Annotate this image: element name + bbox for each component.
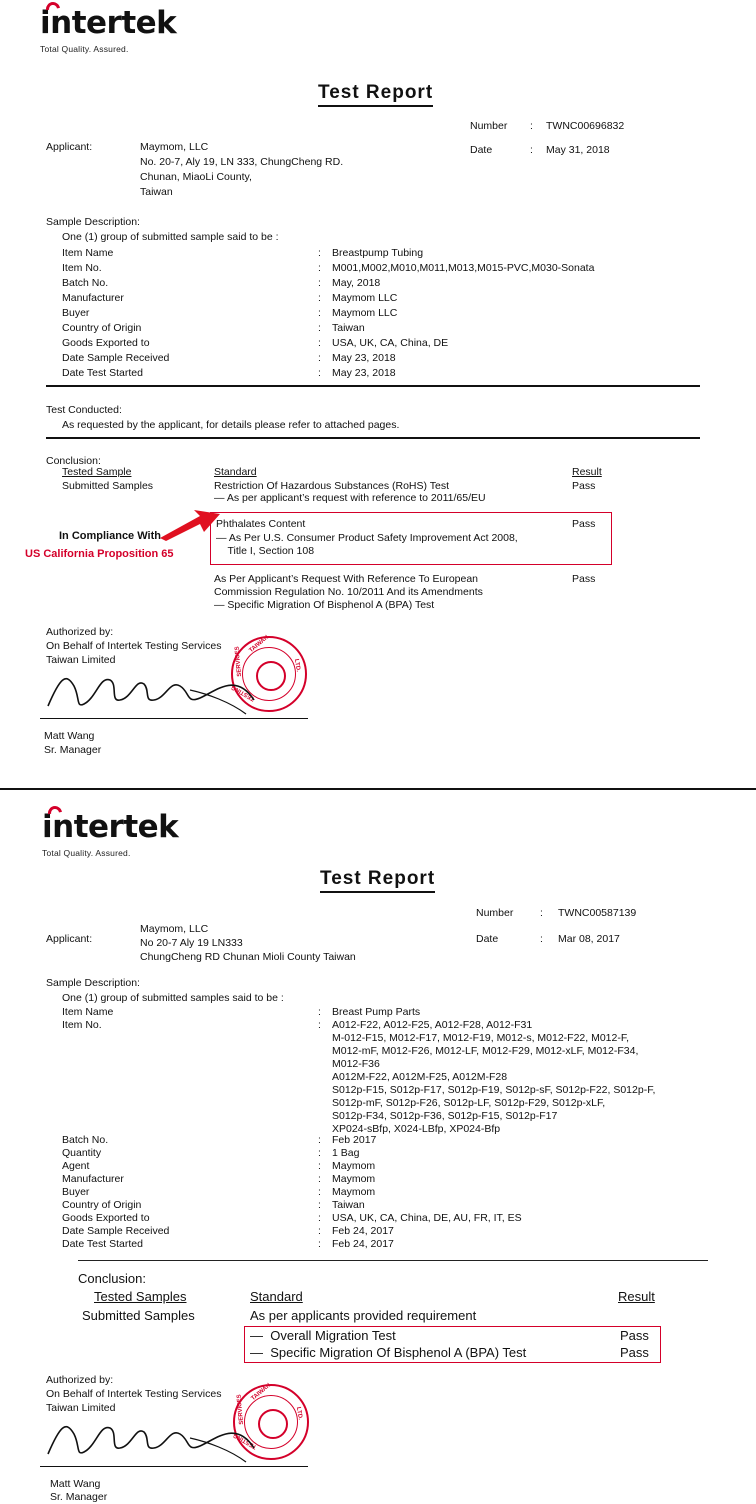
field2-value-1: A012-F22, A012-F25, A012-F28, A012-F31 M-012-F15, M012-F17, M012-F19, M012-s, M012-F22, M012-F, M012-mF, M012-F26, M012-LF, M012-F29, M012-xLF, M012-F34, M012-F36 A012M-F22, A012M-F25, A012M-F28 S012p-F15, S012p-F17, S012p-F19, S012p-sF, S012p-F22, S012p-F, S012p-mF, S012p-F26, S012p-LF, S012p-F29, S012p-xLF, S012p-F34, S012p-F36, S012p-F15, S012p-F17 XP024-sBfp, X024-LBfp, XP024-Bfp	[332, 1019, 656, 1135]
applicant-2-line-3: ChungCheng RD Chunan Mioli County Taiwan	[140, 951, 356, 963]
section-divider-3	[78, 1260, 708, 1261]
field2-colon-2: :	[318, 1134, 321, 1146]
field2-colon-4: :	[318, 1160, 321, 1172]
red-arrow-icon	[160, 508, 222, 542]
field2-colon-0: :	[318, 1006, 321, 1018]
signer-name-2: Matt Wang	[50, 1478, 101, 1490]
field2-colon-3: :	[318, 1147, 321, 1159]
field-label-7: Date Sample Received	[62, 352, 170, 364]
conclusion2-row-1: — Specific Migration Of Bisphenol A (BPA) Test	[250, 1345, 527, 1360]
col-header-tested: Tested Sample	[62, 466, 132, 478]
conclusion-label: Conclusion:	[46, 455, 101, 467]
field-value-4: Maymom LLC	[332, 307, 398, 319]
field-colon-8: :	[318, 367, 321, 379]
signature-line-2	[40, 1466, 308, 1467]
field2-label-5: Manufacturer	[62, 1173, 124, 1185]
date-label: Date	[470, 144, 493, 156]
brand-tagline-2: Total Quality. Assured.	[42, 848, 131, 858]
signer-name: Matt Wang	[44, 730, 95, 742]
field-value-5: Taiwan	[332, 322, 365, 334]
field2-label-6: Buyer	[62, 1186, 90, 1198]
field2-value-4: Maymom	[332, 1160, 376, 1172]
field2-colon-5: :	[318, 1173, 321, 1185]
field2-colon-8: :	[318, 1212, 321, 1224]
field2-value-8: USA, UK, CA, China, DE, AU, FR, IT, ES	[332, 1212, 522, 1224]
number-label-2: Number	[476, 907, 514, 919]
field-colon-3: :	[318, 292, 321, 304]
field2-label-3: Quantity	[62, 1147, 102, 1159]
field-label-6: Goods Exported to	[62, 337, 150, 349]
field-colon-0: :	[318, 247, 321, 259]
field-colon-4: :	[318, 307, 321, 319]
field-colon-6: :	[318, 337, 321, 349]
applicant-line-4: Taiwan	[140, 186, 173, 198]
field-value-0: Breastpump Tubing	[332, 247, 424, 259]
behalf-2-line-1: On Behalf of Intertek Testing Services	[46, 1388, 222, 1400]
field-colon-1: :	[318, 262, 321, 274]
conclusion-row-1-line-1: — As Per U.S. Consumer Product Safety Improvement Act 2008,	[216, 532, 518, 544]
field-value-6: USA, UK, CA, China, DE	[332, 337, 449, 349]
number-colon-2: :	[540, 907, 543, 919]
number-value-2: TWNC00587139	[558, 907, 637, 919]
field2-value-2: Feb 2017	[332, 1134, 377, 1146]
field2-label-9: Date Sample Received	[62, 1225, 170, 1237]
col-header-result: Result	[572, 466, 602, 478]
col-header-result-2: Result	[618, 1289, 655, 1304]
field-value-3: Maymom LLC	[332, 292, 398, 304]
conclusion-row-2-line-1: Commission Regulation No. 10/2011 And its Amendments	[214, 586, 483, 598]
applicant-2-line-1: Maymom, LLC	[140, 923, 209, 935]
field-value-2: May, 2018	[332, 277, 381, 289]
conclusion-row-2-line-0: As Per Applicant’s Request With Reference To European	[214, 573, 479, 585]
sample-intro-2: One (1) group of submitted samples said to be :	[62, 992, 284, 1004]
col-header-tested-2: Tested Samples	[94, 1289, 187, 1304]
field-colon-7: :	[318, 352, 321, 364]
field2-colon-1: :	[318, 1019, 321, 1031]
sample-description-label-2: Sample Description:	[46, 977, 140, 989]
conclusion-row-1-result: Pass	[572, 518, 596, 530]
date-colon-2: :	[540, 933, 543, 945]
behalf-line-2: Taiwan Limited	[46, 654, 116, 666]
authorized-by-label: Authorized by:	[46, 626, 114, 638]
col-header-standard-2: Standard	[250, 1289, 303, 1304]
signer-title: Sr. Manager	[44, 744, 102, 756]
field2-colon-10: :	[318, 1238, 321, 1250]
submitted-samples-label-2: Submitted Samples	[82, 1308, 195, 1323]
field2-value-9: Feb 24, 2017	[332, 1225, 394, 1237]
page-title: Test Report	[318, 82, 433, 107]
conclusion-row-1-line-0: Phthalates Content	[216, 518, 306, 530]
seal-text-2: TESTING SERVICES TAIWAN LTD.	[232, 1382, 304, 1450]
applicant-line-2: No. 20-7, Aly 19, LN 333, ChungCheng RD.	[140, 156, 344, 168]
date-colon: :	[530, 144, 533, 156]
signature-2	[40, 1408, 290, 1468]
section-divider-2	[46, 437, 700, 439]
behalf-line-1: On Behalf of Intertek Testing Services	[46, 640, 222, 652]
applicant-line-1: Maymom, LLC	[140, 141, 209, 153]
field2-label-1: Item No.	[62, 1019, 102, 1031]
applicant-label: Applicant:	[46, 141, 93, 153]
signature	[40, 660, 290, 720]
conclusion-row-0-line-0: Restriction Of Hazardous Substances (RoHS) Test	[214, 480, 449, 492]
brand-name: intertek	[40, 5, 177, 41]
behalf-2-line-2: Taiwan Limited	[46, 1402, 116, 1414]
brand-name-2: intertek	[42, 809, 179, 845]
field2-label-2: Batch No.	[62, 1134, 109, 1146]
applicant-2-line-2: No 20-7 Aly 19 LN333	[140, 937, 243, 949]
annotation-line-2: US California Proposition 65	[25, 548, 174, 560]
field2-value-5: Maymom	[332, 1173, 376, 1185]
field2-colon-9: :	[318, 1225, 321, 1237]
field2-label-10: Date Test Started	[62, 1238, 143, 1250]
seal-text: TESTING SERVICES TAIWAN LTD.	[230, 634, 302, 702]
intertek-logo	[40, 5, 177, 54]
brand-tagline: Total Quality. Assured.	[40, 44, 129, 54]
sample-description-label: Sample Description:	[46, 216, 140, 228]
number-label: Number	[470, 120, 508, 132]
field2-colon-7: :	[318, 1199, 321, 1211]
conclusion-row-0-line-1: — As per applicant’s request with reference to 2011/65/EU	[214, 492, 486, 504]
report-page-2	[0, 790, 756, 1503]
signer-title-2: Sr. Manager	[50, 1491, 108, 1503]
test-conducted-label: Test Conducted:	[46, 404, 122, 416]
conclusion2-row-1-result: Pass	[620, 1345, 649, 1360]
signature-line	[40, 718, 308, 719]
applicant-label-2: Applicant:	[46, 933, 93, 945]
field2-label-7: Country of Origin	[62, 1199, 142, 1211]
submitted-samples-label: Submitted Samples	[62, 480, 154, 492]
section-divider-1	[46, 385, 700, 387]
sample-intro: One (1) group of submitted sample said to be :	[62, 231, 279, 243]
field-label-8: Date Test Started	[62, 367, 143, 379]
field-value-7: May 23, 2018	[332, 352, 396, 364]
conclusion-row-1-line-2: Title I, Section 108	[216, 545, 315, 557]
field-colon-2: :	[318, 277, 321, 289]
field-colon-5: :	[318, 322, 321, 334]
authorized-by-label-2: Authorized by:	[46, 1374, 114, 1386]
field-label-4: Buyer	[62, 307, 90, 319]
number-colon: :	[530, 120, 533, 132]
date-label-2: Date	[476, 933, 499, 945]
intertek-logo-2	[42, 809, 179, 858]
test-conducted-text: As requested by the applicant, for details please refer to attached pages.	[62, 419, 400, 431]
col-header-standard: Standard	[214, 466, 257, 478]
conclusion2-row-0: — Overall Migration Test	[250, 1328, 396, 1343]
annotation-line-1: In Compliance With	[59, 530, 161, 542]
field2-label-8: Goods Exported to	[62, 1212, 150, 1224]
field-label-3: Manufacturer	[62, 292, 124, 304]
date-value: May 31, 2018	[546, 144, 610, 156]
field-label-1: Item No.	[62, 262, 102, 274]
field2-colon-6: :	[318, 1186, 321, 1198]
conclusion-row-0-result: Pass	[572, 480, 596, 492]
number-value: TWNC00696832	[546, 120, 625, 132]
date-value-2: Mar 08, 2017	[558, 933, 620, 945]
applicant-line-3: Chunan, MiaoLi County,	[140, 171, 252, 183]
field2-value-0: Breast Pump Parts	[332, 1006, 421, 1018]
field2-label-0: Item Name	[62, 1006, 114, 1018]
field2-value-3: 1 Bag	[332, 1147, 360, 1159]
field2-value-6: Maymom	[332, 1186, 376, 1198]
field2-value-10: Feb 24, 2017	[332, 1238, 394, 1250]
conclusion2-row-0-result: Pass	[620, 1328, 649, 1343]
field-label-5: Country of Origin	[62, 322, 142, 334]
page-title-2: Test Report	[320, 868, 435, 893]
conclusion-label-2: Conclusion:	[78, 1271, 146, 1286]
field-value-1: M001,M002,M010,M011,M013,M015-PVC,M030-Sonata	[332, 262, 595, 274]
field-label-2: Batch No.	[62, 277, 109, 289]
field2-label-4: Agent	[62, 1160, 90, 1172]
field-label-0: Item Name	[62, 247, 114, 259]
conclusion-row-2-result: Pass	[572, 573, 596, 585]
conclusion-row-2-line-2: — Specific Migration Of Bisphenol A (BPA) Test	[214, 599, 435, 611]
requirement-line: As per applicants provided requirement	[250, 1308, 477, 1323]
field-value-8: May 23, 2018	[332, 367, 396, 379]
field2-value-7: Taiwan	[332, 1199, 365, 1211]
